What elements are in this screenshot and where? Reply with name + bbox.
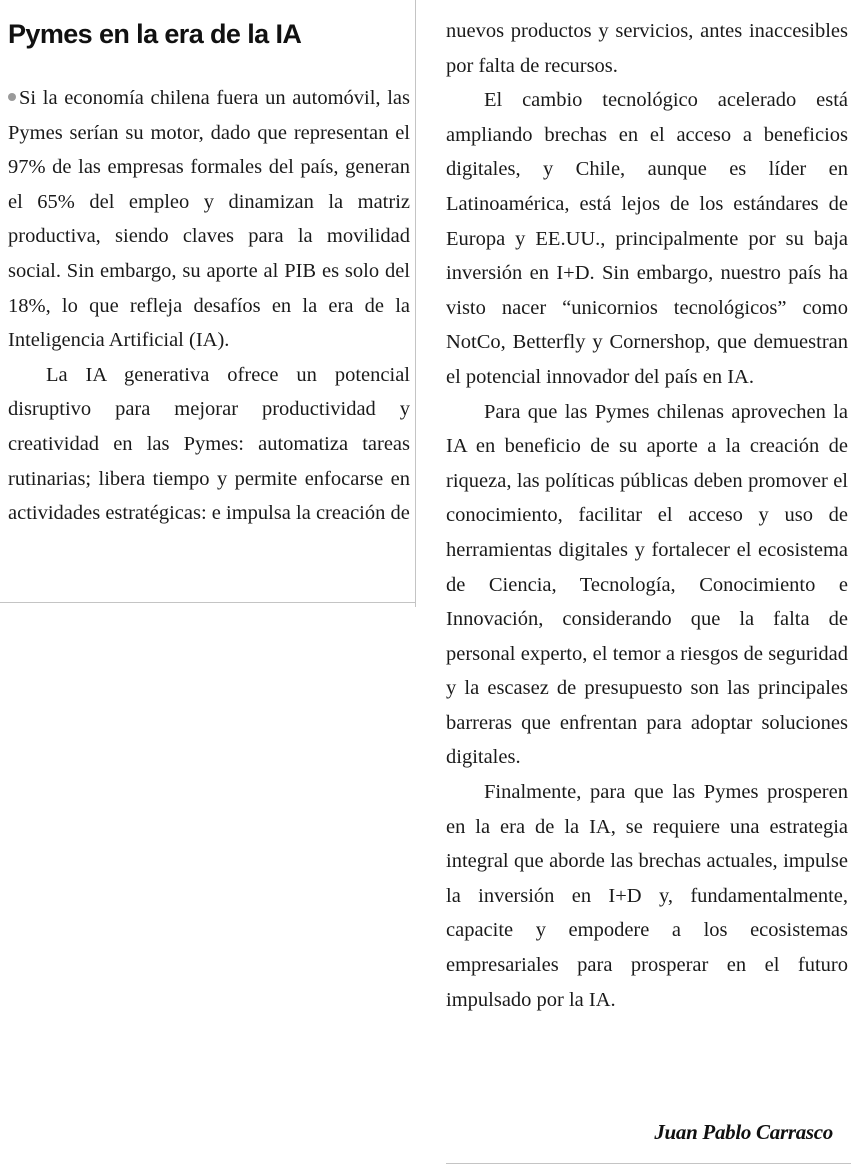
paragraph: Para que las Pymes chilenas aprovechen la IA en beneficio de su aporte a la creación de riqueza, las políticas públicas deben promover el conocimiento, facilitar el acceso y uso de herramientas digitales y fortalecer el ecosistema de Ciencia, Tecnología, Conocimiento e Innovación, considerando que la falta de personal experto, el temor a riesgos de seguridad y la escasez de presupuesto son las principales barreras que enfrentan para adoptar soluciones digitales. [446,400,848,769]
right-column [446,14,848,1017]
bullet-dot-icon [8,93,16,101]
paragraph-text: Si la economía chilena fuera un automóvil, las Pymes serían su motor, dado que representan el 97% de las empresas formales del país, generan el 65% del empleo y dinamizan la matriz productiva, siendo claves para la movilidad social. Sin embargo, su aporte al PIB es solo del 18%, lo que refleja desafíos en la era de la Inteligencia Artificial (IA). [8,87,410,352]
paragraph [8,81,410,358]
paragraph: nuevos productos y servicios, antes inaccesibles por falta de recursos. [446,20,848,77]
left-column [8,81,410,531]
article-title: Pymes en la era de la IA [8,19,302,49]
paragraph: Finalmente, para que las Pymes prosperen en la era de la IA, se requiere una estrategia integral que aborde las brechas actuales, impulse la inversión en I+D y, fundamentalmente, capacite y empodere a los ecosistemas empresariales para prosperar en el futuro impulsado por la IA. [446,781,848,1011]
column-divider [415,0,416,607]
author-byline: Juan Pablo Carrasco [654,1120,833,1144]
paragraph: El cambio tecnológico acelerado está ampliando brechas en el acceso a beneficios digitales, y Chile, aunque es líder en Latinoamérica, está lejos de los estándares de Europa y EE.UU., principalmente por su baja inversión en I+D. Sin embargo, nuestro país ha visto nacer “unicornios tecnológicos” como NotCo, Betterfly y Cornershop, que demuestran el potencial innovador del país en IA. [446,89,848,388]
left-column-bottom-rule [0,602,415,603]
paragraph: La IA generativa ofrece un potencial disruptivo para mejorar productividad y creatividad en las Pymes: automatiza tareas rutinarias; libera tiempo y permite enfocarse en actividades estratégicas: e impulsa la creación de [8,363,410,525]
footer-rule [446,1163,851,1164]
